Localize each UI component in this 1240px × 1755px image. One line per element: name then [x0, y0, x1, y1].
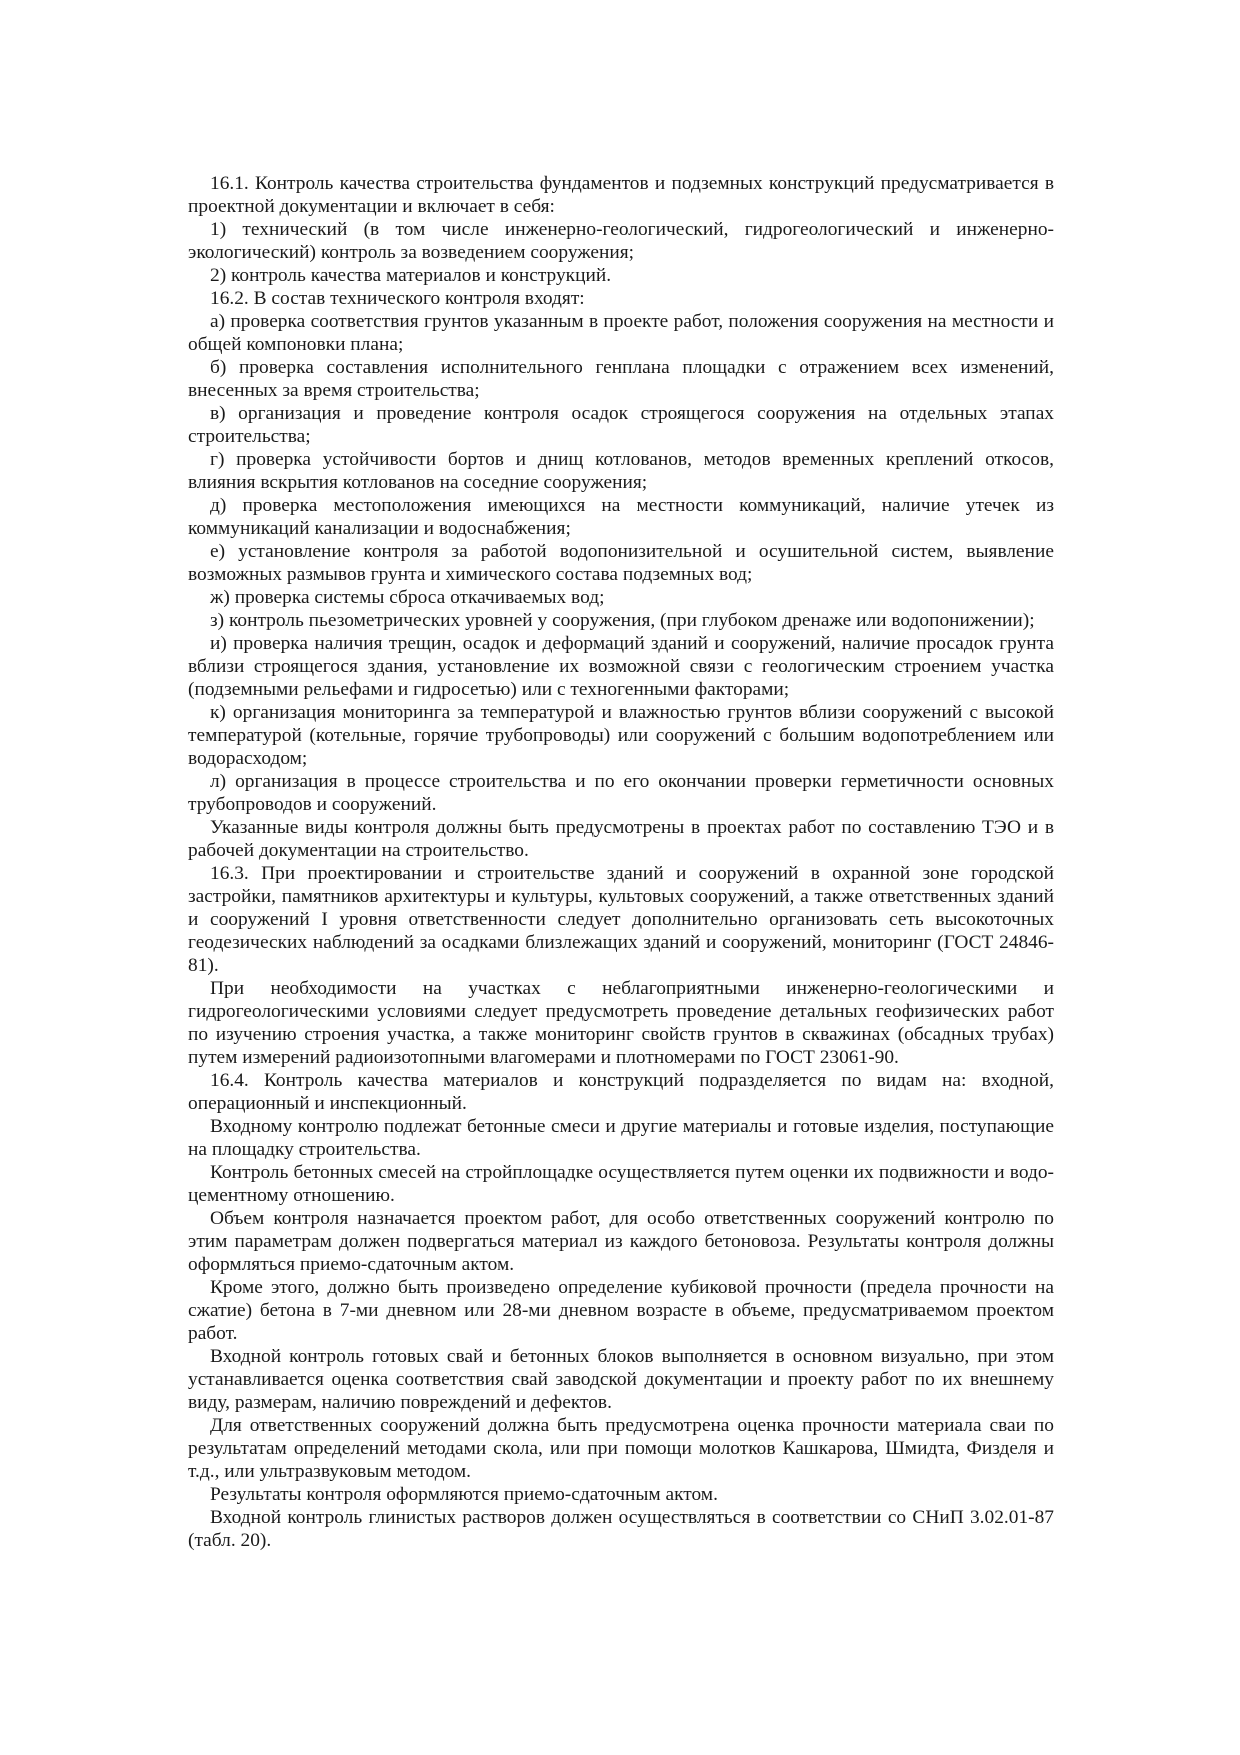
paragraph-pile-strength: Для ответственных сооружений должна быть предусмотрена оценка прочности материала сваи по результатам определений методами скола, или при помощи молотков Кашкарова, Шмидта, Физделя и т.д., или ультразвуковым методом.	[188, 1415, 1054, 1482]
paragraph-16-4: 16.4. Контроль качества материалов и конструкций подразделяется по видам на: входной, операционный и инспекционный.	[188, 1070, 1054, 1114]
paragraph-item-d: д) проверка местоположения имеющихся на местности коммуникаций, наличие утечек из коммуникаций канализации и водоснабжения;	[188, 495, 1054, 539]
paragraph-geophysics: При необходимости на участках с неблагоприятными инженерно-геологическими и гидрогеологическими условиями следует предусмотреть проведение детальных геофизических работ по изучению строения участка, а также мониторинг свойств грунтов в скважинах (обсадных трубах) путем измерений радиоизотопными влагомерами и плотномерами по ГОСТ 23061-90.	[188, 978, 1054, 1068]
paragraph-item-b: б) проверка составления исполнительного генплана площадки с отражением всех изменений, внесенных за время строительства;	[188, 357, 1054, 401]
paragraph-cube-strength: Кроме этого, должно быть произведено определение кубиковой прочности (предела прочности на сжатие) бетона в 7-ми дневном или 28-ми дневном возрасте в объеме, предусматриваемом проектом работ.	[188, 1277, 1054, 1344]
paragraph-16-1: 16.1. Контроль качества строительства фундаментов и подземных конструкций предусматривается в проектной документации и включает в себя:	[188, 173, 1054, 217]
paragraph-control-types: Указанные виды контроля должны быть предусмотрены в проектах работ по составлению ТЭО и в рабочей документации на строительство.	[188, 817, 1054, 861]
paragraph-item-2: 2) контроль качества материалов и конструкций.	[210, 265, 612, 286]
paragraph-item-k: к) организация мониторинга за температурой и влажностью грунтов вблизи сооружений с высокой температурой (котельные, горячие трубопроводы) или сооружений с большим водопотреблением или водорасходом;	[188, 702, 1054, 769]
paragraph-piles-control: Входной контроль готовых свай и бетонных блоков выполняется в основном визуально, при этом устанавливается оценка соответствия свай заводской документации и проекту работ по их внешнему виду, размерам, наличию повреждений и дефектов.	[188, 1346, 1054, 1413]
document-page	[188, 172, 1054, 1552]
paragraph-16-3: 16.3. При проектировании и строительстве зданий и сооружений в охранной зоне городской застройки, памятников архитектуры и культуры, культовых сооружений, а также ответственных зданий и сооружений I уровня ответственности следует дополнительно организовать сеть высокоточных геодезических наблюдений за осадками близлежащих зданий и сооружений, мониторинг (ГОСТ 24846-81).	[188, 863, 1054, 976]
paragraph-results-act: Результаты контроля оформляются приемо-сдаточным актом.	[210, 1484, 718, 1505]
paragraph-item-a: а) проверка соответствия грунтов указанным в проекте работ, положения сооружения на местности и общей компоновки плана;	[188, 311, 1054, 355]
paragraph-concrete-control: Контроль бетонных смесей на стройплощадке осуществляется путем оценки их подвижности и водо-цементному отношению.	[188, 1162, 1054, 1206]
paragraph-item-1: 1) технический (в том числе инженерно-геологический, гидрогеологический и инженерно-экологический) контроль за возведением сооружения;	[188, 219, 1054, 263]
paragraph-item-i: и) проверка наличия трещин, осадок и деформаций зданий и сооружений, наличие просадок грунта вблизи строящегося здания, установление их возможной связи с геологическим строением участка (подземными рельефами и гидросетью) или с техногенными факторами;	[188, 633, 1054, 700]
paragraph-item-zh: ж) проверка системы сброса откачиваемых вод;	[210, 587, 605, 608]
paragraph-item-e: е) установление контроля за работой водопонизительной и осушительной систем, выявление возможных размывов грунта и химического состава подземных вод;	[188, 541, 1054, 585]
paragraph-item-z: з) контроль пьезометрических уровней у сооружения, (при глубоком дренаже или водопонижении);	[210, 610, 1035, 631]
paragraph-16-2: 16.2. В состав технического контроля входят:	[210, 288, 585, 309]
paragraph-input-control: Входному контролю подлежат бетонные смеси и другие материалы и готовые изделия, поступающие на площадку строительства.	[188, 1116, 1054, 1160]
paragraph-item-l: л) организация в процессе строительства и по его окончании проверки герметичности основных трубопроводов и сооружений.	[188, 771, 1054, 815]
paragraph-item-g: г) проверка устойчивости бортов и днищ котлованов, методов временных креплений откосов, влияния вскрытия котлованов на соседние сооружения;	[188, 449, 1054, 493]
paragraph-item-v: в) организация и проведение контроля осадок строящегося сооружения на отдельных этапах строительства;	[188, 403, 1054, 447]
paragraph-clay-solutions: Входной контроль глинистых растворов должен осуществляться в соответствии со СНиП 3.02.01-87 (табл. 20).	[188, 1507, 1054, 1551]
paragraph-control-scope: Объем контроля назначается проектом работ, для особо ответственных сооружений контролю по этим параметрам должен подвергаться материал из каждого бетоновоза. Результаты контроля должны оформляться приемо-сдаточным актом.	[188, 1208, 1054, 1275]
